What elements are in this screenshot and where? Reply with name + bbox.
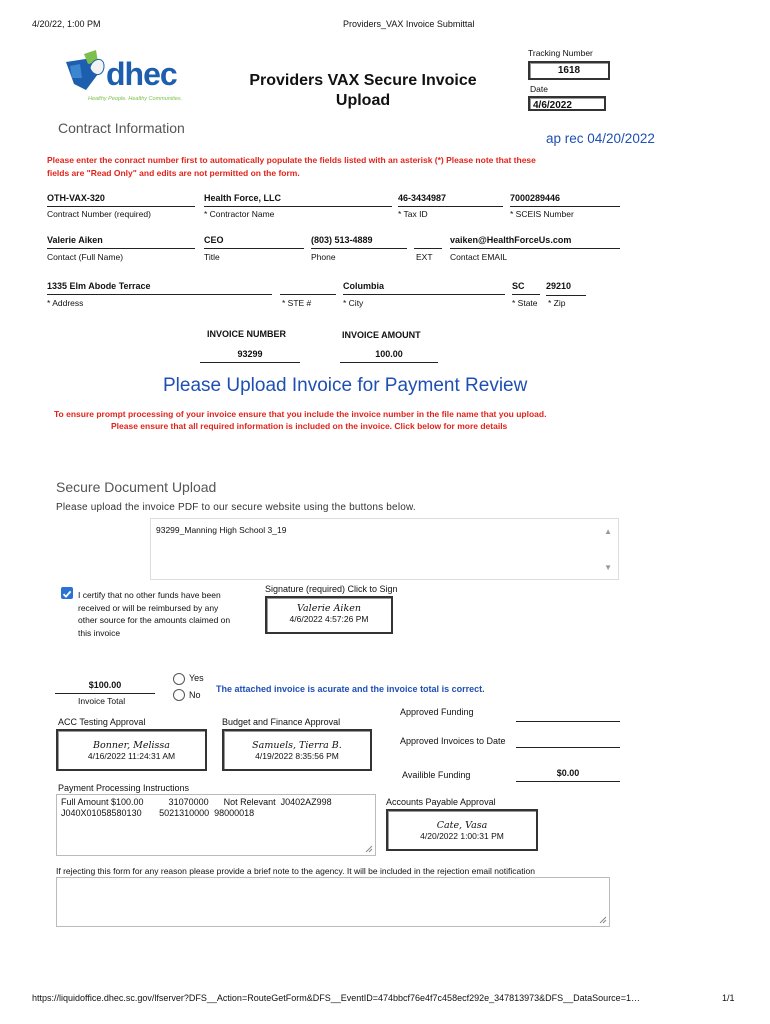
invoice-number-field[interactable]: 93299 (200, 349, 300, 363)
signature-timestamp: 4/6/2022 4:57:26 PM (289, 614, 369, 624)
approved-invoices-label: Approved Invoices to Date (400, 736, 506, 746)
budget-approver-name: Samuels, Tierra B. (252, 740, 342, 751)
print-title: Providers_VAX Invoice Submittal (343, 19, 475, 29)
contract-notice-line2: fields are "Read Only" and edits are not permitted on the form. (47, 168, 300, 178)
upload-note-line2: Please ensure that all required information is included on the invoice. Click below for more details (111, 421, 508, 431)
available-funding-field: $0.00 (516, 768, 620, 782)
approved-funding-label: Approved Funding (400, 707, 474, 717)
certify-text (78, 589, 230, 639)
contact-name-field[interactable]: Valerie Aiken (47, 235, 195, 249)
state-label: * State (512, 298, 538, 308)
contractor-name-field: Health Force, LLC (204, 193, 392, 207)
acc-approver-name: Bonner, Melissa (93, 740, 170, 751)
accuracy-statement: The attached invoice is acurate and the invoice total is correct. (216, 684, 485, 694)
acc-approval-label: ACC Testing Approval (58, 717, 146, 727)
contact-email-label: Contact EMAIL (450, 252, 508, 262)
ste-label: * STE # (282, 298, 312, 308)
budget-approval-timestamp: 4/19/2022 8:35:56 PM (255, 751, 339, 761)
signature-label: Signature (required) Click to Sign (265, 584, 398, 594)
contract-info-heading: Contract Information (58, 120, 185, 136)
ext-label: EXT (416, 252, 433, 262)
yes-label: Yes (189, 673, 204, 683)
footer-page-number: 1/1 (722, 993, 735, 1003)
ste-field (280, 281, 336, 295)
no-radio[interactable] (173, 689, 185, 701)
logo-tagline: Healthy People. Healthy Communities. (88, 96, 183, 102)
secure-upload-instruction: Please upload the invoice PDF to our secure website using the buttons below. (56, 502, 416, 513)
available-funding-label: Availible Funding (402, 770, 471, 780)
form-title-line2: Upload (335, 92, 391, 109)
form-title-line1: Providers VAX Secure Invoice (249, 72, 477, 89)
dhec-logo (62, 48, 202, 108)
no-label: No (189, 690, 201, 700)
certify-text-line3: other source for the amounts claimed on (78, 615, 231, 625)
resize-handle-icon[interactable] (365, 845, 373, 853)
tracking-number-label: Tracking Number (528, 48, 593, 58)
state-field: SC (512, 281, 540, 295)
uploaded-file-list[interactable] (150, 518, 619, 580)
secure-upload-heading: Secure Document Upload (56, 479, 217, 495)
tracking-number-field: 1618 (528, 61, 610, 80)
print-datetime: 4/20/22, 1:00 PM (32, 19, 101, 29)
certify-text-line4: this invoice (78, 627, 121, 638)
logo-wordmark: dhec (106, 56, 177, 92)
uploaded-file-name[interactable]: 93299_Manning High School 3_19 (156, 525, 287, 535)
sceis-number-label: * SCEIS Number (510, 209, 574, 219)
ap-approval-timestamp: 4/20/2022 1:00:31 PM (420, 831, 504, 841)
ap-approval-label: Accounts Payable Approval (386, 797, 496, 807)
payment-instructions-line1: Full Amount $100.00 31070000 Not Relevant J0402AZ998 (61, 797, 332, 807)
approved-invoices-field[interactable] (516, 734, 620, 748)
rejection-label: If rejecting this form for any reason please provide a brief note to the agency. It will be included in the rejection email notification (56, 866, 535, 876)
sceis-number-field: 7000289446 (510, 193, 620, 207)
payment-instructions-label: Payment Processing Instructions (58, 783, 190, 793)
invoice-total-field[interactable]: $100.00 (55, 680, 155, 694)
ext-field[interactable] (414, 235, 442, 249)
contractor-name-label: * Contractor Name (204, 209, 275, 219)
invoice-total-label: Invoice Total (78, 696, 126, 706)
payment-instructions-field[interactable] (56, 794, 376, 856)
rejection-note-field[interactable] (56, 877, 610, 927)
tax-id-label: * Tax ID (398, 209, 428, 219)
signature-name: Valerie Aiken (297, 603, 361, 614)
address-field: 1335 Elm Abode Terrace (47, 281, 272, 295)
resize-handle-icon[interactable] (599, 916, 607, 924)
yes-radio[interactable] (173, 673, 185, 685)
certify-text-line1: I certify that no other funds have been (78, 590, 221, 600)
payment-instructions-line2: J040X01058580130 5021310000 98000018 (61, 808, 255, 818)
invoice-number-label: INVOICE NUMBER (207, 329, 287, 339)
date-label: Date (530, 84, 548, 94)
phone-field[interactable]: (803) 513-4889 (311, 235, 407, 249)
contract-notice-line1: Please enter the conract number first to automatically populate the fields listed with an asterisk (*) Please note that these (47, 155, 536, 165)
signature-box[interactable] (265, 596, 393, 634)
check-icon (61, 588, 73, 600)
scroll-up-icon[interactable]: ▲ (604, 527, 612, 536)
rejection-note-text (57, 878, 609, 884)
approved-funding-field[interactable] (516, 708, 620, 722)
city-label: * City (343, 298, 364, 308)
footer-url: https://liquidoffice.dhec.sc.gov/lfserver?DFS__Action=RouteGetForm&DFS__EventID=474bbcf76e4f7c458ecf292e_347813973&DFS__DataSource=1… (32, 993, 640, 1003)
acc-approval-timestamp: 4/16/2022 11:24:31 AM (87, 751, 176, 761)
scroll-down-icon[interactable]: ▼ (604, 563, 612, 572)
invoice-amount-field[interactable]: 100.00 (340, 349, 438, 363)
invoice-amount-label: INVOICE AMOUNT (342, 330, 421, 340)
budget-approval-label: Budget and Finance Approval (222, 717, 341, 727)
title-label: Title (204, 252, 220, 262)
acc-approval-box[interactable] (56, 729, 207, 771)
ap-approval-box[interactable] (386, 809, 538, 851)
city-field: Columbia (343, 281, 505, 295)
upload-heading: Please Upload Invoice for Payment Review (163, 375, 528, 396)
title-field[interactable]: CEO (204, 235, 304, 249)
contact-name-label: Contact (Full Name) (47, 252, 124, 262)
contact-email-field[interactable]: vaiken@HealthForceUs.com (450, 235, 620, 249)
received-stamp: ap rec 04/20/2022 (546, 131, 655, 146)
certify-text-line2: received or will be reimbursed by any (78, 602, 219, 613)
contract-number-field[interactable]: OTH-VAX-320 (47, 193, 195, 207)
upload-note-line1: To ensure prompt processing of your invoice ensure that you include the invoice number in the file name that you upload. (54, 409, 547, 419)
phone-label: Phone (311, 252, 336, 262)
zip-label: * Zip (548, 298, 566, 308)
certify-checkbox[interactable] (61, 587, 73, 599)
ap-approver-name: Cate, Vasa (436, 820, 488, 831)
tax-id-field: 46-3434987 (398, 193, 503, 207)
contract-number-label: Contract Number (required) (47, 209, 151, 219)
date-field[interactable]: 4/6/2022 (528, 96, 606, 111)
budget-approval-box[interactable] (222, 729, 372, 771)
address-label: * Address (47, 298, 84, 308)
zip-field: 29210 (546, 281, 586, 296)
